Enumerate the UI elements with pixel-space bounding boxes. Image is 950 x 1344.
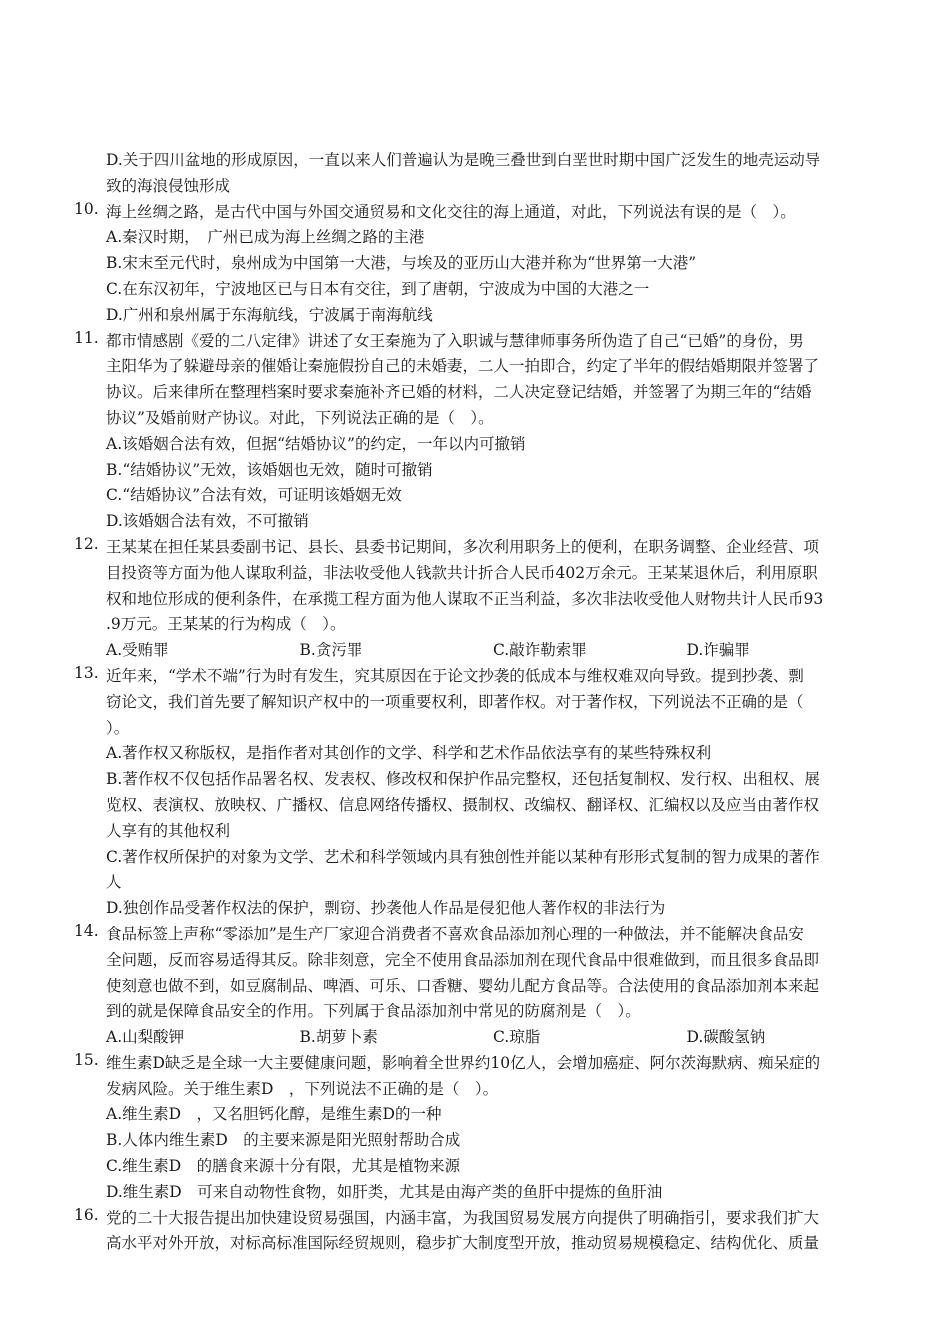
option-a: A.受贿罪 [106, 641, 169, 660]
question-stem: ）。 [106, 718, 130, 737]
option-c: C.敲诈勒索罪 [493, 641, 587, 660]
option-b: B.著作权不仅包括作品署名权、发表权、修改权和保护作品完整权，还包括复制权、发行权、出租权、展 [106, 770, 820, 789]
question-11 [0, 329, 950, 535]
question-stem: 权和地位形成的便利条件，在承揽工程方面为他人谋取不正当利益，多次非法收受他人财物共计人民币93 [106, 589, 824, 608]
option-d: D.维生素D 可来自动物性食物，如肝类，尤其是由海产类的鱼肝中提炼的鱼肝油 [106, 1182, 663, 1201]
question-stem: 海上丝绸之路，是古代中国与外国交通贸易和文化交往的海上通道，对此，下列说法有误的是（ ）。 [106, 202, 796, 221]
option-row [106, 1025, 880, 1051]
option-b-cont: 览权、表演权、放映权、广播权、信息网络传播权、摄制权、改编权、翻译权、汇编权以及应当由著作权 [106, 795, 820, 814]
question-number: 14. [74, 921, 99, 940]
question-stem: 协议”及婚前财产协议。对此，下列说法正确的是（ ）。 [106, 408, 494, 427]
option-b: B.贪污罪 [299, 641, 363, 660]
question-13 [0, 664, 950, 922]
option-d: D.独创作品受著作权法的保护，剽窃、抄袭他人作品是侵犯他人著作权的非法行为 [106, 899, 666, 918]
option-b: B.宋末至元代时，泉州成为中国第一大港，与埃及的亚历山大港并称为“世界第一大港” [106, 254, 697, 273]
option-b: B.人体内维生素D 的主要来源是阳光照射帮助合成 [106, 1131, 461, 1150]
question-number: 11. [74, 328, 99, 347]
question-12 [0, 535, 950, 664]
question-stem: 到的就是保障食品安全的作用。下列属于食品添加剂中常见的防腐剂是（ ）。 [106, 1002, 641, 1021]
question-stem: 协议。后来律所在整理档案时要求秦施补齐已婚的材料，二人决定登记结婚，并签署了为期三年的“结婚 [106, 383, 812, 402]
question-16 [0, 1206, 950, 1258]
question-stem: 发病风险。关于维生素D ，下列说法不正确的是（ ）。 [106, 1079, 499, 1098]
question-stem: .9万元。王某某的行为构成（ ）。 [106, 615, 346, 634]
option-d: D.碳酸氢钠 [686, 1028, 766, 1047]
option-b: B.胡萝卜素 [299, 1028, 378, 1047]
option-a: A.山梨酸钾 [106, 1028, 185, 1047]
question-stem: 近年来，“学术不端”行为时有发生，究其原因在于论文抄袭的低成本与维权难双向导致。提到抄袭、剽 [106, 666, 804, 685]
option-a: A.该婚姻合法有效，但据“结婚协议”的约定，一年以内可撤销 [106, 434, 526, 453]
option-c: C.著作权所保护的对象为文学、艺术和科学领域内具有独创性并能以某种有形形式复制的智力成果的著作 [106, 847, 820, 866]
question-stem: 食品标签上声称“零添加”是生产厂家迎合消费者不喜欢食品添加剂心理的一种做法，并不能解决食品安 [106, 924, 804, 943]
question-stem: 目投资等方面为他人谋取利益，非法收受他人钱款共计折合人民币402万余元。王某某退休后，利用原职 [106, 563, 818, 582]
option-c: C.维生素D 的膳食来源十分有限，尤其是植物来源 [106, 1157, 461, 1176]
question-number: 13. [74, 663, 99, 682]
question-number: 10. [74, 199, 99, 218]
question-15 [0, 1051, 950, 1206]
question-stem: 窃论文，我们首先要了解知识产权中的一项重要权利，即著作权。对于著作权，下列说法不正确的是（ [106, 692, 804, 711]
question-9-tail [0, 148, 950, 200]
question-10 [0, 200, 950, 329]
exam-page [0, 148, 950, 1257]
question-stem: 都市情感剧《爱的二八定律》讲述了女王秦施为了入职诚与慧律师事务所伪造了自己“已婚”的身份，男 [106, 331, 804, 350]
question-number: 12. [74, 534, 99, 553]
question-number: 16. [74, 1205, 99, 1224]
question-stem: 王某某在担任某县委副书记、县长、县委书记期间，多次利用职务上的便利，在职务调整、企业经营、项 [106, 537, 820, 556]
question-stem: 党的二十大报告提出加快建设贸易强国，内涵丰富，为我国贸易发展方向提供了明确指引，要求我们扩大 [106, 1208, 820, 1227]
option-line: 致的海浪侵蚀形成 [106, 176, 231, 195]
option-a: A.维生素D ，又名胆钙化醇，是维生素D的一种 [106, 1105, 442, 1124]
option-d: D.广州和泉州属于东海航线，宁波属于南海航线 [106, 305, 433, 324]
option-row [106, 638, 880, 664]
option-d: D.该婚姻合法有效，不可撤销 [106, 512, 309, 531]
question-stem: 全问题，反而容易适得其反。除非刻意，完全不使用食品添加剂在现代食品中很难做到，而且很多食品即 [106, 950, 820, 969]
question-stem: 使刻意也做不到，如豆腐制品、啤酒、可乐、口香糖、婴幼儿配方食品等。合法使用的食品添加剂本来起 [106, 976, 820, 995]
question-stem: 主阳华为了躲避母亲的催婚让秦施假扮自己的未婚妻，二人一拍即合，约定了半年的假结婚期限并签署了 [106, 357, 820, 376]
option-a: A.秦汉时期， 广州已成为海上丝绸之路的主港 [106, 228, 425, 247]
option-d: D.诈骗罪 [686, 641, 750, 660]
option-b: B.“结婚协议”无效，该婚姻也无效，随时可撤销 [106, 460, 433, 479]
question-stem: 维生素D缺乏是全球一大主要健康问题，影响着全世界约10亿人，会增加癌症、阿尔茨海默病、痴呆症的 [106, 1053, 821, 1072]
question-number: 15. [74, 1050, 99, 1069]
option-c: C.在东汉初年，宁波地区已与日本有交往，到了唐朝，宁波成为中国的大港之一 [106, 279, 650, 298]
option-c: C.“结婚协议”合法有效，可证明该婚姻无效 [106, 486, 402, 505]
question-14 [0, 922, 950, 1051]
option-c-cont: 人 [106, 873, 122, 892]
option-c: C.琼脂 [493, 1028, 541, 1047]
question-stem: 高水平对外开放，对标高标准国际经贸规则，稳步扩大制度型开放，推动贸易规模稳定、结构优化、质量 [106, 1234, 820, 1253]
option-b-cont: 人享有的其他权利 [106, 821, 231, 840]
option-line: D.关于四川盆地的形成原因，一直以来人们普遍认为是晚三叠世到白垩世时期中国广泛发生的地壳运动导 [106, 151, 821, 169]
option-a: A.著作权又称版权，是指作者对其创作的文学、科学和艺术作品依法享有的某些特殊权利 [106, 744, 712, 763]
